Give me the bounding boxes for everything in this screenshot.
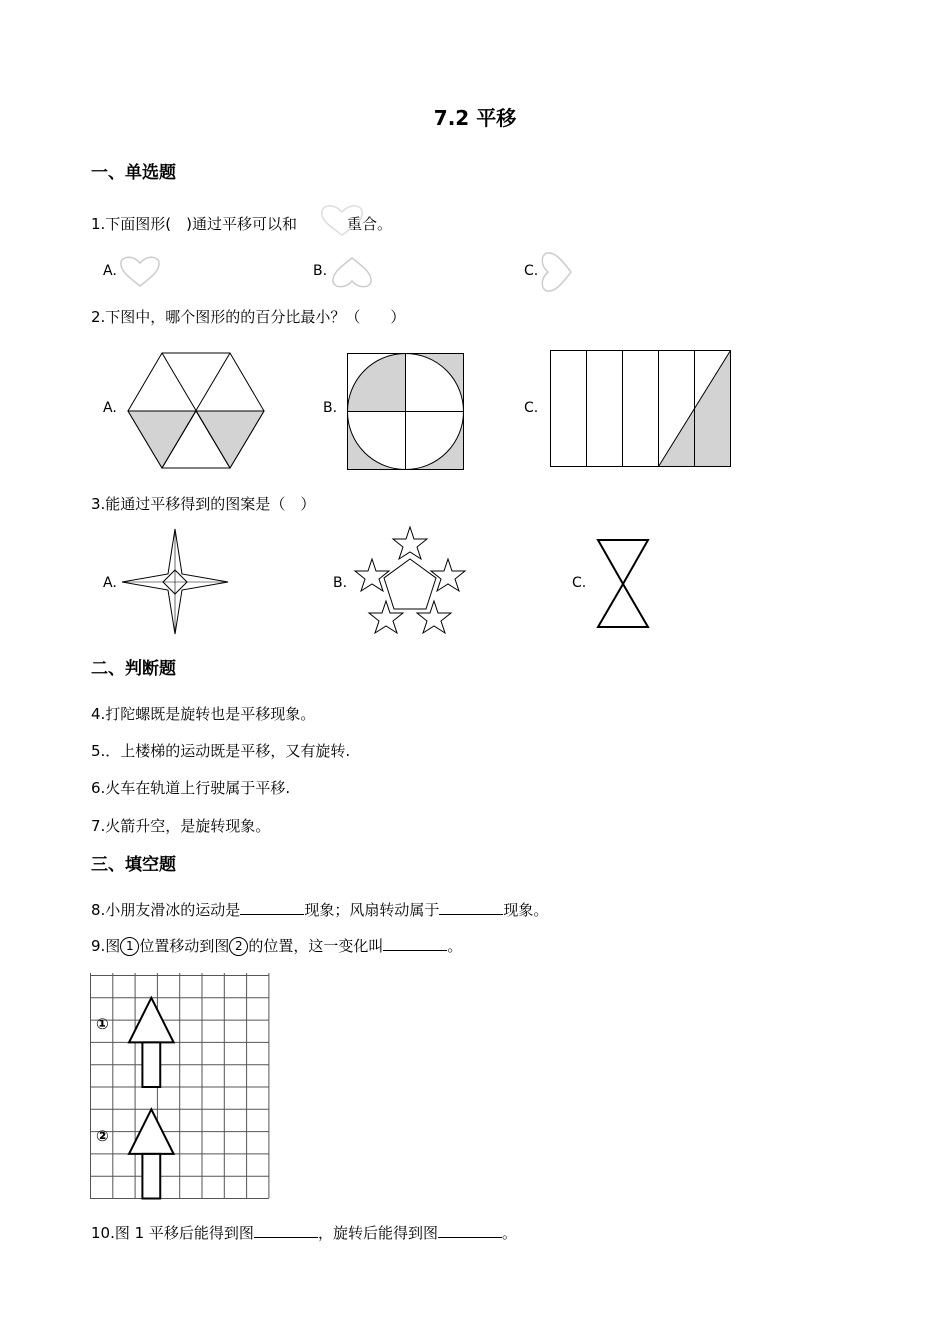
answer-blank[interactable] [254,1223,318,1238]
striped-rectangle-figure [550,350,732,468]
answer-blank[interactable] [383,936,447,951]
question-3: 3.能通过平移得到的图案是（ ） [91,495,316,513]
answer-blank[interactable] [438,1223,502,1238]
q2-option-a: A. [103,400,117,416]
question-1-text: 1.下面图形( )通过平移可以和 [91,215,298,233]
q9-part-b: 位置移动到图 [139,937,230,955]
grid-figure [90,973,266,1199]
question-2: 2.下图中，哪个图形的的百分比最小？（ ） [91,308,406,326]
answer-blank[interactable] [240,900,304,915]
hexagon-figure [127,353,265,469]
q3-option-c: C. [572,575,587,591]
q2-option-c: C. [524,400,539,416]
question-8 [91,899,548,920]
circle-in-square-figure [347,353,465,470]
question-5: 5.．上楼梯的运动既是平移，又有旋转. [91,742,351,760]
figure-label-1: ① [96,1015,109,1033]
q10-part-b: ，旋转后能得到图 [317,1224,438,1242]
heart-icon-option-c [539,250,575,294]
q1-option-a: A. [103,263,117,279]
question-7: 7.火箭升空，是旋转现象。 [91,817,271,835]
question-4: 4.打陀螺既是旋转也是平移现象。 [91,705,316,723]
section-fill-blank: 三、填空题 [91,855,176,875]
arrow-shape-2 [129,1109,174,1198]
q1-option-b: B. [313,263,328,279]
four-point-star-figure [120,528,230,636]
figure-label-2: ② [96,1127,109,1145]
hourglass-figure [596,538,650,630]
q9-part-a: 9.图 [91,937,121,955]
stars-pentagon-figure [352,525,468,637]
q3-option-b: B. [333,575,348,591]
q10-part-a: 10.图 1 平移后能得到图 [91,1224,254,1242]
q8-part-c: 现象。 [503,901,549,919]
q9-part-d: 。 [447,937,463,955]
q8-part-b: 现象；风扇转动属于 [304,901,440,919]
section-single-choice: 一、单选题 [91,163,176,183]
q8-part-a: 8.小朋友滑冰的运动是 [91,901,241,919]
heart-icon [318,203,366,239]
arrow-shape-1 [129,998,174,1087]
heart-icon-option-a [118,254,162,290]
q3-option-a: A. [103,575,117,591]
heart-icon-option-b [330,254,374,290]
answer-blank[interactable] [439,900,503,915]
question-10 [91,1222,517,1243]
q10-part-c: 。 [501,1224,517,1242]
question-6: 6.火车在轨道上行驶属于平移. [91,779,291,797]
question-1-tail: 重合。 [347,215,393,233]
page-title: 7.2 平移 [433,106,517,130]
circled-number-2: 2 [229,937,248,956]
section-true-false: 二、判断题 [91,659,176,679]
q2-option-b: B. [323,400,338,416]
q9-part-c: 的位置，这一变化叫 [248,937,384,955]
q1-option-c: C. [524,263,539,279]
question-9 [91,935,462,956]
circled-number-1: 1 [120,937,139,956]
